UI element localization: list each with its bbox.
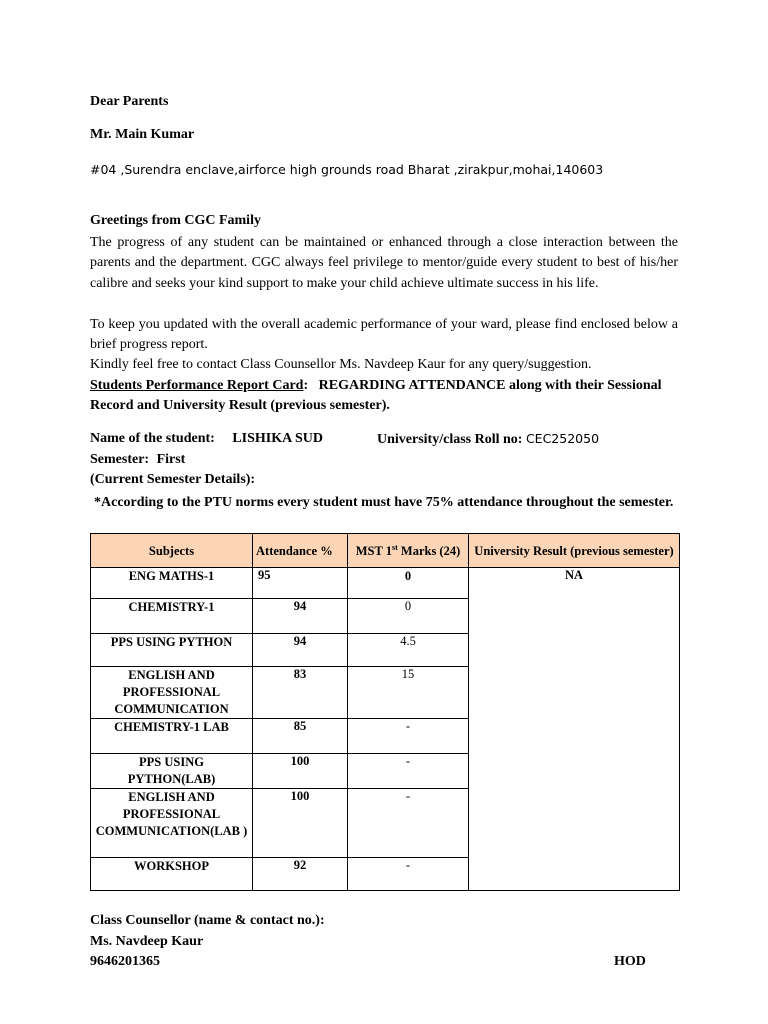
report-table [90, 533, 680, 891]
mst-cell: 0 [348, 599, 469, 634]
counsellor-label: Class Counsellor (name & contact no.): [90, 913, 325, 928]
mst-cell: - [348, 754, 469, 789]
header-mst [348, 534, 469, 568]
mst-cell: 4.5 [348, 634, 469, 667]
roll-line [377, 431, 599, 448]
greeting: Dear Parents [90, 94, 169, 109]
contact-paragraph: Kindly feel free to contact Class Counsellor Ms. Navdeep Kaur for any query/suggestion. [90, 357, 592, 372]
intro-paragraph: The progress of any student can be maintained or enhanced through a close interaction between the parents and the department. CGC always feel privilege to mentor/guide every student to best of his/her calibre and seeks your kind support to make your child achieve ultimate success in his life. [90, 235, 678, 291]
counsellor-phone: 9646201365 [90, 954, 160, 969]
subject-cell: ENGLISH AND PROFESSIONAL COMMUNICATION(LAB ) [91, 789, 253, 858]
semester-line [90, 452, 185, 468]
semester-label: Semester: [90, 452, 150, 467]
mst-cell: - [348, 858, 469, 891]
attendance-cell: 100 [253, 754, 348, 789]
mst-cell: - [348, 719, 469, 754]
greeting-heading: Greetings from CGC Family [90, 213, 261, 228]
roll-label: University/class Roll no: [377, 432, 523, 447]
subject-cell: WORKSHOP [91, 858, 253, 891]
mst-cell: - [348, 789, 469, 858]
mst-cell: 15 [348, 667, 469, 719]
address: #04 ,Surendra enclave,airforce high grounds road Bharat ,zirakpur,mohai,140603 [90, 162, 604, 177]
subject-cell: CHEMISTRY-1 [91, 599, 253, 634]
semester-value: First [156, 452, 186, 467]
header-university-result: University Result (previous semester) [469, 534, 680, 568]
header-mst-pre: MST 1 [355, 543, 392, 558]
university-result-cell: NA [469, 568, 680, 891]
student-name-label: Name of the student: [90, 431, 215, 446]
parent-name: Mr. Main Kumar [90, 127, 195, 142]
subject-cell: ENG MATHS-1 [91, 568, 253, 599]
attendance-cell: 95 [253, 568, 348, 599]
header-mst-sup: st [391, 542, 398, 552]
report-subtitle: REGARDING ATTENDANCE along with their Sessional Record and University Result (previous semester). [90, 378, 662, 414]
hod-label: HOD [614, 954, 646, 969]
subject-cell: PPS USING PYTHON [91, 634, 253, 667]
attendance-cell: 94 [253, 599, 348, 634]
subject-cell: PPS USING PYTHON(LAB) [91, 754, 253, 789]
update-paragraph: To keep you updated with the overall academic performance of your ward, please find enclosed below a brief progress report. [90, 317, 678, 353]
attendance-norm-note: *According to the PTU norms every student must have 75% attendance throughout the semester. [94, 495, 674, 510]
header-attendance: Attendance % [253, 534, 348, 568]
student-name: LISHIKA SUD [232, 431, 323, 446]
report-title: Students Performance Report Card [90, 378, 304, 393]
report-heading [90, 376, 678, 417]
attendance-cell: 92 [253, 858, 348, 891]
subject-cell: CHEMISTRY-1 LAB [91, 719, 253, 754]
student-name-line [90, 431, 323, 447]
header-mst-post: Marks (24) [397, 543, 461, 558]
attendance-cell: 83 [253, 667, 348, 719]
header-subjects: Subjects [91, 534, 253, 568]
report-title-colon: : [303, 378, 309, 393]
counsellor-name: Ms. Navdeep Kaur [90, 934, 204, 949]
attendance-cell: 100 [253, 789, 348, 858]
table-row [91, 568, 680, 599]
mst-cell: 0 [348, 568, 469, 599]
attendance-cell: 85 [253, 719, 348, 754]
subject-cell: ENGLISH AND PROFESSIONAL COMMUNICATION [91, 667, 253, 719]
current-semester-details: (Current Semester Details): [90, 472, 256, 487]
roll-number: CEC252050 [525, 431, 600, 446]
attendance-cell: 94 [253, 634, 348, 667]
table-header-row [91, 534, 680, 568]
